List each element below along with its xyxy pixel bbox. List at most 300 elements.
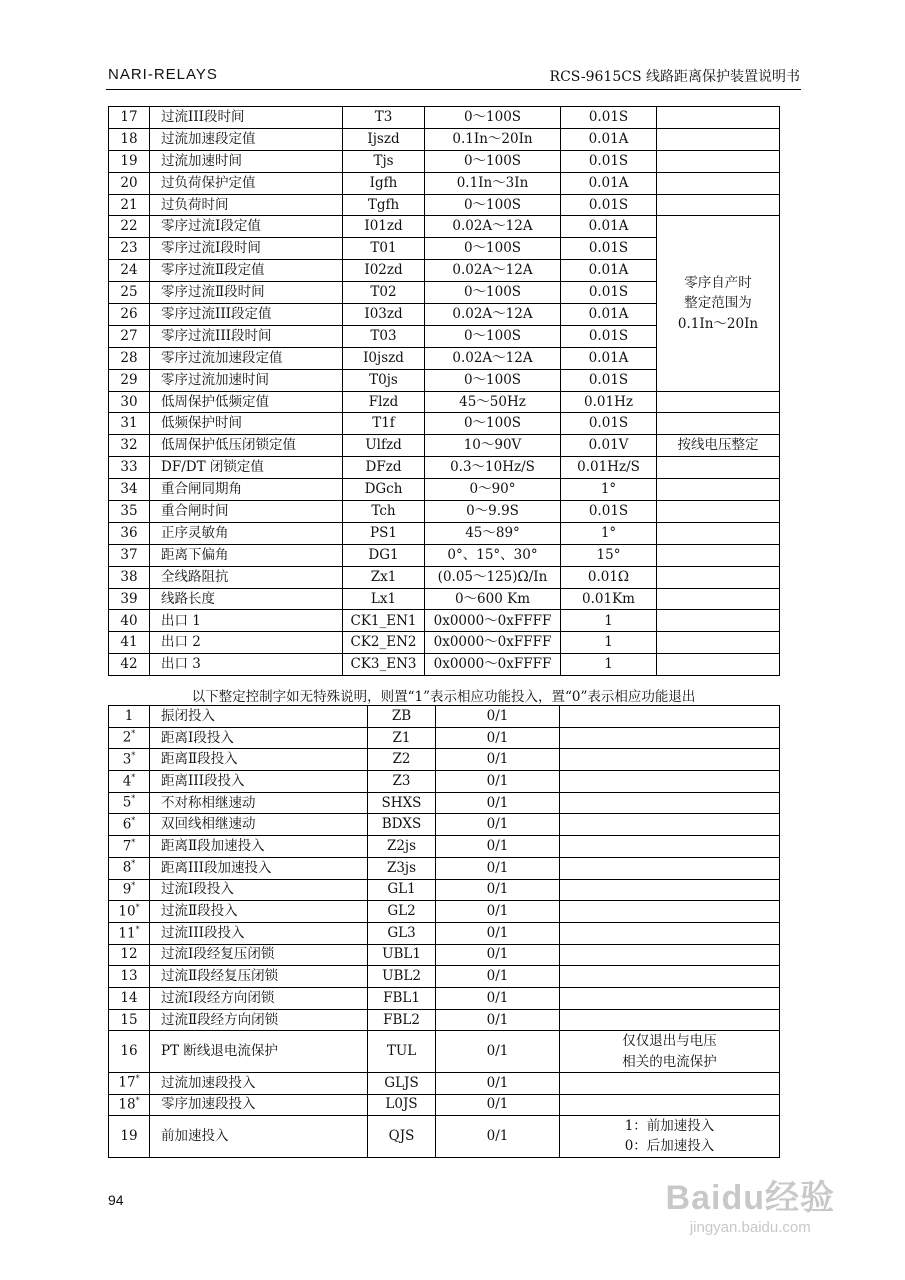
control-name: 振闭投入 [150, 706, 368, 728]
header-rule [106, 89, 801, 90]
row-number [109, 1116, 150, 1158]
row-number: 40 [109, 610, 150, 632]
setting-range: 0～100S [425, 369, 561, 391]
control-name: 距离Ⅰ段投入 [150, 727, 368, 749]
remark-cell [560, 1094, 780, 1116]
remark-cell [560, 922, 780, 944]
setting-code: Igfh [343, 172, 425, 194]
setting-step: 0.01V [561, 435, 657, 457]
control-name: PT 断线退电流保护 [150, 1031, 368, 1073]
setting-range: 0～9.9S [425, 501, 561, 523]
remark-cell [657, 501, 780, 523]
table-row [109, 150, 780, 172]
row-number: 20 [109, 172, 150, 194]
control-name: 过流Ⅱ段经方向闭锁 [150, 1009, 368, 1031]
setting-name: 零序过流Ⅰ段时间 [150, 238, 343, 260]
setting-range: 0.1In～20In [425, 128, 561, 150]
zero-seq-note-line: 整定范围为 [684, 295, 752, 312]
setting-name: 过流加速段定值 [150, 128, 343, 150]
setting-code: Tjs [343, 150, 425, 172]
control-value: 0/1 [436, 706, 560, 728]
setting-name: 低周保护低压闭锁定值 [150, 435, 343, 457]
table-row [109, 814, 780, 836]
setting-range: 45～89° [425, 522, 561, 544]
table-row [109, 727, 780, 749]
zero-seq-note-text [657, 273, 779, 334]
setting-code: T1f [343, 413, 425, 435]
row-number [109, 944, 150, 966]
settings-table [108, 106, 780, 676]
control-name: 前加速投入 [150, 1116, 368, 1158]
remark-cell [657, 566, 780, 588]
row-number-value: 2 [122, 729, 132, 746]
control-code: GL1 [368, 879, 436, 901]
setting-code: T02 [343, 282, 425, 304]
star-mark: * [131, 881, 136, 891]
setting-code: I0jszd [343, 347, 425, 369]
remark-cell [657, 588, 780, 610]
remark-cell [560, 987, 780, 1009]
star-mark: * [131, 859, 136, 869]
setting-name: 低周保护低频定值 [150, 391, 343, 413]
control-code: Z1 [368, 727, 436, 749]
row-number [109, 987, 150, 1009]
setting-code: Lx1 [343, 588, 425, 610]
control-name: 距离III段投入 [150, 771, 368, 793]
row-number: 28 [109, 347, 150, 369]
row-number-value: 6 [122, 816, 132, 833]
row-number: 17 [109, 107, 150, 129]
setting-name: 出口 1 [150, 610, 343, 632]
control-code: BDXS [368, 814, 436, 836]
control-value: 0/1 [436, 1009, 560, 1031]
row-number [109, 857, 150, 879]
setting-name: 过负荷保护定值 [150, 172, 343, 194]
remark-cell [560, 727, 780, 749]
table-row [109, 749, 780, 771]
setting-step: 1° [561, 522, 657, 544]
note19-line: 1：前加速投入 [624, 1118, 715, 1135]
setting-code: DGch [343, 479, 425, 501]
control-code: UBL2 [368, 966, 436, 988]
row-number: 31 [109, 413, 150, 435]
row32-note: 按线电压整定 [657, 435, 780, 457]
watermark-logo: Baidu经验 [665, 1179, 835, 1217]
row-number-value: 19 [120, 1128, 138, 1145]
row-number-value: 15 [120, 1011, 138, 1028]
star-mark: * [135, 902, 140, 912]
row-number-value: 16 [120, 1043, 138, 1060]
setting-range: 0x0000～0xFFFF [425, 654, 561, 676]
setting-code: CK1_EN1 [343, 610, 425, 632]
table-row [109, 128, 780, 150]
table-row [109, 879, 780, 901]
row-number: 32 [109, 435, 150, 457]
setting-range: 0°、15°、30° [425, 544, 561, 566]
table-row [109, 413, 780, 435]
control-name: 过流Ⅰ段经方向闭锁 [150, 987, 368, 1009]
setting-step: 0.01S [561, 194, 657, 216]
setting-step: 0.01A [561, 216, 657, 238]
table-row [109, 172, 780, 194]
table-row [109, 1094, 780, 1116]
remark-cell [560, 749, 780, 771]
row-number [109, 727, 150, 749]
setting-name: 距离下偏角 [150, 544, 343, 566]
table-row [109, 522, 780, 544]
note19-text [560, 1116, 779, 1157]
table-row [109, 588, 780, 610]
row-number-value: 1 [124, 707, 134, 724]
setting-step: 0.01Hz [561, 391, 657, 413]
setting-code: I01zd [343, 216, 425, 238]
table-row [109, 566, 780, 588]
control-code: Z2 [368, 749, 436, 771]
setting-code: T03 [343, 325, 425, 347]
setting-range: 0x0000～0xFFFF [425, 632, 561, 654]
row-number [109, 966, 150, 988]
setting-range: 0～100S [425, 150, 561, 172]
table-row [109, 544, 780, 566]
remark-cell [657, 479, 780, 501]
remark-cell [657, 457, 780, 479]
row-number-value: 9 [122, 881, 132, 898]
control-name: 过流Ⅱ段投入 [150, 901, 368, 923]
setting-code: DFzd [343, 457, 425, 479]
row-number-value: 10 [118, 903, 136, 920]
setting-code: Zx1 [343, 566, 425, 588]
setting-range: 0.02A～12A [425, 347, 561, 369]
table-row [109, 944, 780, 966]
row-number-value: 13 [120, 968, 138, 985]
control-value: 0/1 [436, 749, 560, 771]
setting-name: DF/DT 闭锁定值 [150, 457, 343, 479]
star-mark: * [131, 816, 136, 826]
setting-range: 0～100S [425, 282, 561, 304]
setting-step: 0.01A [561, 304, 657, 326]
row-number-value: 17 [118, 1074, 136, 1091]
row-number [109, 771, 150, 793]
setting-name: 零序过流III段定值 [150, 304, 343, 326]
setting-name: 过流III段时间 [150, 107, 343, 129]
row-number: 19 [109, 150, 150, 172]
row-number: 25 [109, 282, 150, 304]
table-row [109, 610, 780, 632]
setting-step: 1 [561, 610, 657, 632]
table-row [109, 922, 780, 944]
control-name: 过流Ⅰ段投入 [150, 879, 368, 901]
setting-step: 0.01S [561, 282, 657, 304]
row-number: 35 [109, 501, 150, 523]
setting-step: 1° [561, 479, 657, 501]
remark-cell [560, 1116, 780, 1158]
table-row [109, 836, 780, 858]
control-code: GL2 [368, 901, 436, 923]
table-row [109, 1031, 780, 1073]
setting-code: I03zd [343, 304, 425, 326]
remark-cell [657, 194, 780, 216]
control-code: Z2js [368, 836, 436, 858]
row-number-value: 14 [120, 989, 138, 1006]
table-row [109, 1072, 780, 1094]
control-value: 0/1 [436, 814, 560, 836]
control-value: 0/1 [436, 1031, 560, 1073]
setting-name: 零序过流III段时间 [150, 325, 343, 347]
star-mark: * [135, 1074, 140, 1084]
table-row [109, 216, 780, 238]
table-row [109, 706, 780, 728]
remark-cell [560, 706, 780, 728]
remark-cell [657, 107, 780, 129]
watermark-url: jingyan.baidu.com [689, 1219, 811, 1236]
table-row [109, 501, 780, 523]
setting-step: 0.01A [561, 128, 657, 150]
table-row [109, 194, 780, 216]
row-number: 42 [109, 654, 150, 676]
control-value: 0/1 [436, 987, 560, 1009]
row-number: 22 [109, 216, 150, 238]
note19-line: 0：后加速投入 [624, 1138, 715, 1155]
remark-cell [657, 632, 780, 654]
control-name: 距离Ⅱ段加速投入 [150, 836, 368, 858]
control-value: 0/1 [436, 1072, 560, 1094]
remark-cell [657, 544, 780, 566]
setting-range: 45～50Hz [425, 391, 561, 413]
row-number-value: 5 [122, 794, 132, 811]
control-word-caption: 以下整定控制字如无特殊说明，则置“1”表示相应功能投入，置“0”表示相应功能退出 [191, 689, 696, 705]
note16-line: 仅仅退出与电压 [622, 1033, 717, 1050]
setting-code: Tch [343, 501, 425, 523]
setting-code: CK2_EN2 [343, 632, 425, 654]
row-number-value: 7 [122, 838, 132, 855]
remark-cell [657, 413, 780, 435]
control-value: 0/1 [436, 1094, 560, 1116]
control-code: GL3 [368, 922, 436, 944]
star-mark: * [131, 837, 136, 847]
control-code: QJS [368, 1116, 436, 1158]
page-number: 94 [108, 1192, 124, 1208]
control-code: Z3js [368, 857, 436, 879]
row-number [109, 879, 150, 901]
row-number: 39 [109, 588, 150, 610]
control-code: FBL2 [368, 1009, 436, 1031]
setting-step: 0.01S [561, 413, 657, 435]
control-value: 0/1 [436, 792, 560, 814]
star-mark: * [131, 751, 136, 761]
row-number: 38 [109, 566, 150, 588]
row-number-value: 8 [122, 859, 132, 876]
setting-step: 15° [561, 544, 657, 566]
table-row [109, 1009, 780, 1031]
row-number [109, 1072, 150, 1094]
setting-step: 0.01A [561, 260, 657, 282]
setting-code: T3 [343, 107, 425, 129]
setting-range: 0x0000～0xFFFF [425, 610, 561, 632]
setting-name: 正序灵敏角 [150, 522, 343, 544]
row-number: 23 [109, 238, 150, 260]
row-number-value: 4 [122, 773, 132, 790]
zero-seq-note-line: 0.1In～20In [677, 315, 759, 332]
setting-step: 1 [561, 654, 657, 676]
remark-cell [657, 391, 780, 413]
control-code: UBL1 [368, 944, 436, 966]
table-row [109, 966, 780, 988]
remark-cell [560, 792, 780, 814]
remark-cell [560, 966, 780, 988]
table-row [109, 654, 780, 676]
remark-cell [560, 857, 780, 879]
remark-cell [560, 901, 780, 923]
remark-cell [657, 522, 780, 544]
setting-step: 0.01Ω [561, 566, 657, 588]
zero-seq-note [657, 216, 780, 391]
row-number [109, 1031, 150, 1073]
setting-name: 重合闸时间 [150, 501, 343, 523]
row-number: 36 [109, 522, 150, 544]
control-code: GLJS [368, 1072, 436, 1094]
row-number: 37 [109, 544, 150, 566]
setting-range: 0～90° [425, 479, 561, 501]
remark-cell [560, 1072, 780, 1094]
setting-code: Ijszd [343, 128, 425, 150]
table-row [109, 435, 780, 457]
row-number: 33 [109, 457, 150, 479]
table-row [109, 857, 780, 879]
control-value: 0/1 [436, 836, 560, 858]
table-row [109, 391, 780, 413]
setting-code: PS1 [343, 522, 425, 544]
star-mark: * [131, 772, 136, 782]
note16-line: 相关的电流保护 [622, 1053, 717, 1070]
watermark [666, 1170, 835, 1236]
remark-cell [657, 150, 780, 172]
setting-step: 0.01S [561, 369, 657, 391]
control-name: 零序加速段投入 [150, 1094, 368, 1116]
control-value: 0/1 [436, 966, 560, 988]
setting-range: 0.02A～12A [425, 304, 561, 326]
setting-name: 零序过流Ⅰ段定值 [150, 216, 343, 238]
setting-code: I02zd [343, 260, 425, 282]
setting-name: 零序过流加速段定值 [150, 347, 343, 369]
control-value: 0/1 [436, 1116, 560, 1158]
row-number-value: 18 [118, 1096, 136, 1113]
setting-range: 0～100S [425, 325, 561, 347]
row-number [109, 901, 150, 923]
setting-step: 0.01A [561, 172, 657, 194]
star-mark: * [131, 794, 136, 804]
setting-range: 0～100S [425, 238, 561, 260]
setting-range: 0.1In～3In [425, 172, 561, 194]
row-number: 41 [109, 632, 150, 654]
remark-cell [560, 879, 780, 901]
setting-range: 0～100S [425, 107, 561, 129]
control-code: TUL [368, 1031, 436, 1073]
table-row [109, 632, 780, 654]
remark-cell [560, 771, 780, 793]
setting-step: 0.01A [561, 347, 657, 369]
row-number: 26 [109, 304, 150, 326]
control-code: FBL1 [368, 987, 436, 1009]
setting-step: 1 [561, 632, 657, 654]
setting-step: 0.01S [561, 150, 657, 172]
control-name: 双回线相继速动 [150, 814, 368, 836]
setting-range: 10～90V [425, 435, 561, 457]
setting-step: 0.01Hz/S [561, 457, 657, 479]
setting-name: 出口 2 [150, 632, 343, 654]
row-number: 27 [109, 325, 150, 347]
setting-code: CK3_EN3 [343, 654, 425, 676]
setting-step: 0.01S [561, 238, 657, 260]
setting-range: 0～600 Km [425, 588, 561, 610]
setting-name: 全线路阻抗 [150, 566, 343, 588]
row-number-value: 3 [122, 751, 132, 768]
row-number [109, 792, 150, 814]
row-number-value: 12 [120, 946, 138, 963]
remark-cell [657, 610, 780, 632]
setting-name: 零序过流Ⅱ段时间 [150, 282, 343, 304]
setting-name: 零序过流Ⅱ段定值 [150, 260, 343, 282]
star-mark: * [135, 1096, 140, 1106]
setting-step: 0.01S [561, 501, 657, 523]
control-code: SHXS [368, 792, 436, 814]
row-number-value: 11 [118, 925, 136, 942]
row-number [109, 836, 150, 858]
setting-step: 0.01Km [561, 588, 657, 610]
control-name: 不对称相继速动 [150, 792, 368, 814]
setting-name: 线路长度 [150, 588, 343, 610]
table-row [109, 479, 780, 501]
row-number [109, 706, 150, 728]
row-number: 30 [109, 391, 150, 413]
setting-name: 重合闸同期角 [150, 479, 343, 501]
remark-cell [560, 944, 780, 966]
control-code: Z3 [368, 771, 436, 793]
setting-code: DG1 [343, 544, 425, 566]
table-row [109, 107, 780, 129]
control-name: 过流Ⅰ段经复压闭锁 [150, 944, 368, 966]
row-number [109, 814, 150, 836]
setting-range: 0.02A～12A [425, 260, 561, 282]
control-word-table [108, 705, 780, 1158]
remark-cell [657, 128, 780, 150]
setting-name: 过负荷时间 [150, 194, 343, 216]
row-number: 34 [109, 479, 150, 501]
setting-name: 零序过流加速时间 [150, 369, 343, 391]
row-number [109, 922, 150, 944]
control-name: 距离Ⅱ段投入 [150, 749, 368, 771]
setting-name: 过流加速时间 [150, 150, 343, 172]
control-code: ZB [368, 706, 436, 728]
setting-name: 低频保护时间 [150, 413, 343, 435]
setting-code: Flzd [343, 391, 425, 413]
remark-cell [657, 654, 780, 676]
note16-text [560, 1031, 779, 1072]
setting-range: 0.02A～12A [425, 216, 561, 238]
setting-range: (0.05～125)Ω/In [425, 566, 561, 588]
row-number: 18 [109, 128, 150, 150]
header-company: NARI-RELAYS [108, 66, 218, 83]
control-value: 0/1 [436, 901, 560, 923]
zero-seq-note-line: 零序自产时 [684, 275, 752, 292]
control-name: 过流Ⅱ段经复压闭锁 [150, 966, 368, 988]
star-mark: * [135, 924, 140, 934]
table-row [109, 792, 780, 814]
row-number: 24 [109, 260, 150, 282]
remark-cell [657, 172, 780, 194]
setting-code: Ulfzd [343, 435, 425, 457]
table-row [109, 901, 780, 923]
remark-cell [560, 836, 780, 858]
